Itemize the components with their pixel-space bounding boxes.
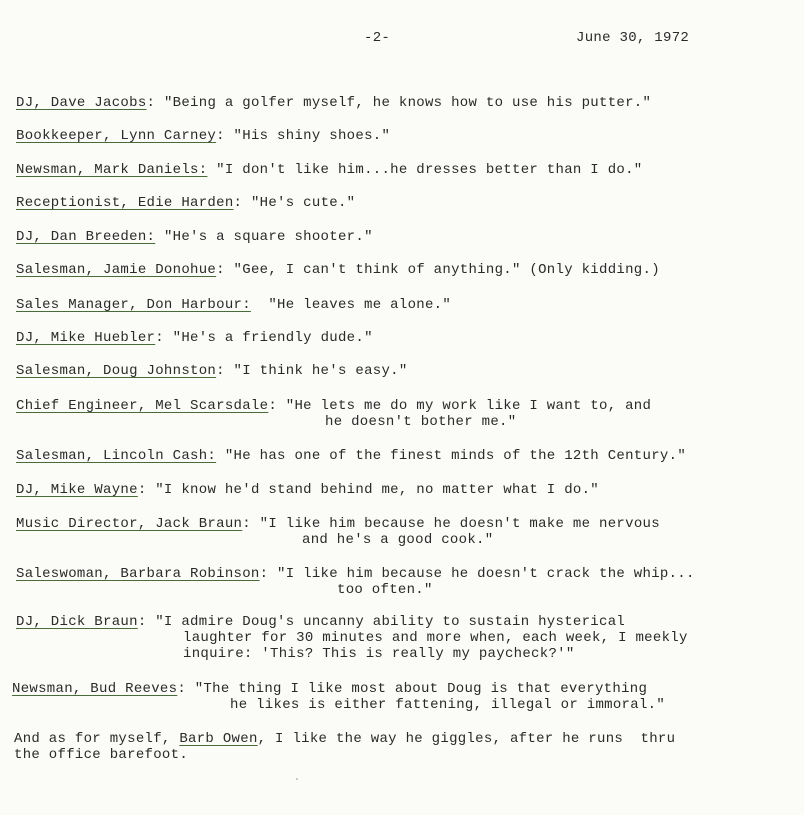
speaker-name: Salesman, Jamie Donohue <box>16 262 217 278</box>
quote-text: "I don't like him...he dresses better than I do." <box>216 162 643 178</box>
speaker-name: DJ, Dave Jacobs <box>16 95 147 111</box>
quote-text: "His shiny shoes." <box>233 128 391 144</box>
quote-line <box>16 566 695 582</box>
speaker-name: Chief Engineer, Mel Scarsdale <box>16 398 269 414</box>
quote-text: "He has one of the finest minds of the 12th Century." <box>224 448 687 464</box>
speaker-name: Sales Manager, Don Harbour: <box>16 297 251 313</box>
speaker-separator: : <box>146 95 164 111</box>
closing-line <box>14 731 675 747</box>
quote-line <box>16 330 373 346</box>
quote-continuation: and he's a good cook." <box>302 532 494 548</box>
quote-text: "I think he's easy." <box>233 363 408 379</box>
quote-line <box>16 297 451 313</box>
quote-continuation: laughter for 30 minutes and more when, each week, I meekly <box>183 630 688 646</box>
quote-text: "Being a golfer myself, he knows how to use his putter." <box>163 95 652 111</box>
speaker-separator: : <box>242 516 260 532</box>
speaker-separator: : <box>137 614 156 630</box>
speaker-separator: : <box>268 398 286 414</box>
speaker-name: Newsman, Bud Reeves <box>12 681 178 697</box>
quote-line <box>16 95 651 111</box>
quote-continuation: too often." <box>337 582 433 598</box>
paper-speck <box>296 778 298 780</box>
speaker-name: Music Director, Jack Braun <box>16 516 243 532</box>
speaker-name: DJ, Dan Breeden: <box>16 229 156 245</box>
speaker-name: Saleswoman, Barbara Robinson <box>16 566 260 582</box>
speaker-separator <box>155 229 164 245</box>
page-number: -2- <box>364 30 391 46</box>
quote-line <box>16 482 599 498</box>
closing-prefix: And as for myself, <box>14 731 180 747</box>
quote-text: "I like him because he doesn't make me nervous <box>259 516 660 532</box>
speaker-separator <box>216 448 225 464</box>
quote-line <box>16 398 651 414</box>
speaker-name: Bookkeeper, Lynn Carney <box>16 128 217 144</box>
quote-text: "He's a square shooter." <box>163 229 373 245</box>
quote-text: "The thing I like most about Doug is that everything <box>194 681 648 697</box>
speaker-separator <box>251 297 268 313</box>
quote-line <box>16 262 660 278</box>
closing-continuation: the office barefoot. <box>14 747 189 763</box>
speaker-separator: : <box>155 330 173 346</box>
speaker-name: Salesman, Lincoln Cash: <box>16 448 217 464</box>
quote-text: "I know he'd stand behind me, no matter what I do." <box>155 482 600 498</box>
quote-text: "I admire Doug's uncanny ability to sustain hysterical <box>155 614 626 630</box>
closing-text: , I like the way he giggles, after he runs thru <box>257 731 676 747</box>
quote-line <box>16 448 686 464</box>
speaker-name: Newsman, Mark Daniels: <box>16 162 208 178</box>
quote-line <box>16 195 355 211</box>
quote-text: "I like him because he doesn't crack the whip... <box>277 566 695 582</box>
quote-text: "He's cute." <box>250 195 356 211</box>
quote-text: "He lets me do my work like I want to, and <box>285 398 652 414</box>
speaker-name: DJ, Mike Huebler <box>16 330 156 346</box>
speaker-separator: : <box>137 482 156 498</box>
quote-line <box>16 162 643 178</box>
speaker-name: Salesman, Doug Johnston <box>16 363 217 379</box>
speaker-separator: : <box>233 195 251 211</box>
quote-line <box>16 128 390 144</box>
speaker-separator: : <box>216 363 234 379</box>
speaker-separator: : <box>259 566 278 582</box>
author-name: Barb Owen <box>179 731 258 747</box>
quote-continuation: he likes is either fattening, illegal or immoral." <box>230 697 666 713</box>
quote-line <box>16 516 660 532</box>
speaker-separator: : <box>216 262 234 278</box>
speaker-separator <box>207 162 216 178</box>
speaker-separator: : <box>216 128 234 144</box>
speaker-name: Receptionist, Edie Harden <box>16 195 234 211</box>
quote-continuation: he doesn't bother me." <box>325 414 517 430</box>
speaker-name: DJ, Dick Braun <box>16 614 138 630</box>
quote-text: "He leaves me alone." <box>268 297 452 313</box>
quote-line <box>16 363 408 379</box>
speaker-separator: : <box>177 681 195 697</box>
quote-line <box>16 614 625 630</box>
speaker-name: DJ, Mike Wayne <box>16 482 138 498</box>
quote-text: "Gee, I can't think of anything." (Only kidding.) <box>233 262 660 278</box>
quote-text: "He's a friendly dude." <box>172 330 373 346</box>
quote-line <box>16 229 373 245</box>
memo-date: June 30, 1972 <box>576 30 690 46</box>
quote-line <box>12 681 647 697</box>
quote-continuation: inquire: 'This? This is really my paycheck?'" <box>183 646 575 662</box>
